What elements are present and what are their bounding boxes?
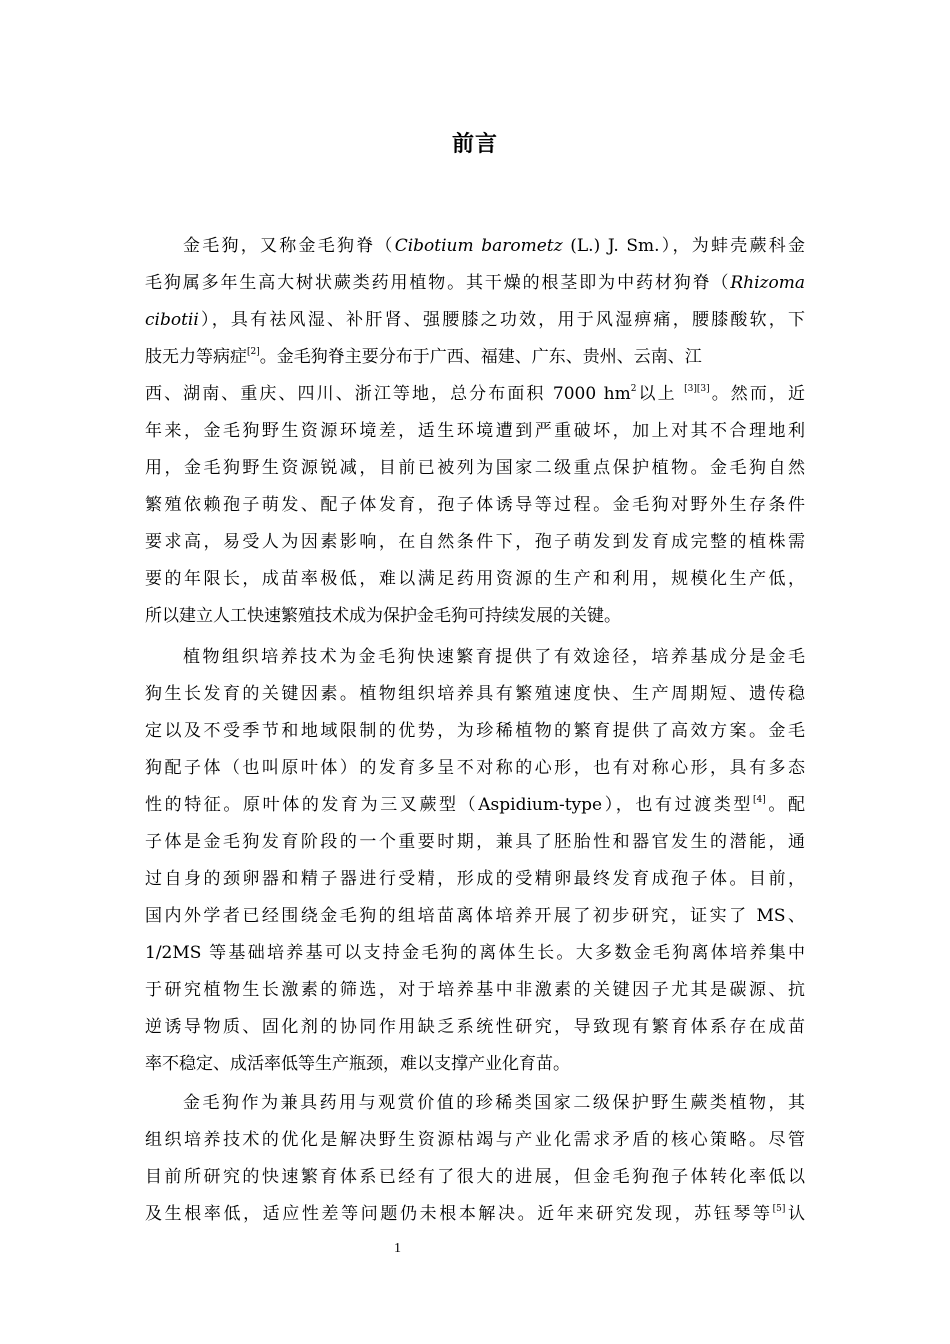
- text-line: 年来，金毛狗野生资源环境差，适生环境遭到严重破坏，加上对其不合理地利: [145, 421, 805, 441]
- text-line: 国内外学者已经围绕金毛狗的组培苗离体培养开展了初步研究，证实了 MS、: [145, 906, 805, 926]
- page-title: 前言: [451, 132, 498, 157]
- citation: [4]: [753, 795, 766, 805]
- text-line: 及生根率低，适应性差等问题仍未根本解决。近年来研究发现，苏钰琴等[5]认: [145, 1204, 806, 1224]
- text-line: 过自身的颈卵器和精子器进行受精，形成的受精卵最终发育成孢子体。目前，: [145, 869, 805, 889]
- text-line: 金毛狗，又称金毛狗脊（Cibotium barometz (L.) J. Sm.），为蚌壳蕨科金: [183, 236, 806, 256]
- text-line: 繁殖依赖孢子萌发、配子体发育，孢子体诱导等过程。金毛狗对野外生存条件: [145, 495, 805, 515]
- text-line: cibotii），具有祛风湿、补肝肾、强腰膝之功效，用于风湿痹痛，腰膝酸软，下: [145, 310, 805, 330]
- text-line: 性的特征。原叶体的发育为三叉蕨型（Aspidium-type），也有过渡类型[4]。配: [145, 795, 805, 815]
- text-line: 用，金毛狗野生资源锐减，目前已被列为国家二级重点保护植物。金毛狗自然: [145, 458, 805, 478]
- text-line: 目前所研究的快速繁育体系已经有了很大的进展，但金毛狗孢子体转化率低以: [145, 1167, 805, 1187]
- page-number: 1: [394, 1241, 401, 1256]
- text-line: 要的年限长，成苗率极低，难以满足药用资源的生产和利用，规模化生产低，: [145, 569, 805, 589]
- text-line: 金毛狗作为兼具药用与观赏价值的珍稀类国家二级保护野生蕨类植物，其: [183, 1093, 805, 1113]
- text-line: 狗配子体（也叫原叶体）的发育多呈不对称的心形，也有对称心形，具有多态: [145, 758, 805, 778]
- text-line: 率不稳定、成活率低等生产瓶颈，难以支撑产业化育苗。: [145, 1054, 570, 1074]
- text-line: 定以及不受季节和地域限制的优势，为珍稀植物的繁育提供了高效方案。金毛: [145, 721, 805, 741]
- text-line: 毛狗属多年生高大树状蕨类药用植物。其干燥的根茎即为中药材狗脊（Rhizoma: [145, 273, 805, 293]
- text-line: 西、湖南、重庆、四川、浙江等地，总分布面积 7000 $hm^2$以上 [3][3]。然而，近: [145, 384, 806, 404]
- text-line: 子体是金毛狗发育阶段的一个重要时期，兼具了胚胎性和器官发生的潜能，通: [145, 832, 805, 852]
- citation: [2]: [247, 347, 260, 357]
- text-line: 于研究植物生长激素的筛选，对于培养基中非激素的关键因子尤其是碳源、抗: [145, 980, 805, 1000]
- text-line: 所以建立人工快速繁殖技术成为保护金毛狗可持续发展的关键。: [145, 606, 621, 626]
- text-line: 植物组织培养技术为金毛狗快速繁育提供了有效途径，培养基成分是金毛: [183, 647, 805, 667]
- text-line: 1/2MS 等基础培养基可以支持金毛狗的离体生长。大多数金毛狗离体培养集中: [145, 943, 805, 963]
- text-line: 组织培养技术的优化是解决野生资源枯竭与产业化需求矛盾的核心策略。尽管: [145, 1130, 805, 1150]
- text-line: 逆诱导物质、固化剂的协同作用缺乏系统性研究，导致现有繁育体系存在成苗: [145, 1017, 805, 1037]
- text-line: 要求高，易受人为因素影响，在自然条件下，孢子萌发到发育成完整的植株需: [145, 532, 805, 552]
- text-line: 肢无力等病症[2]。金毛狗脊主要分布于广西、福建、广东、贵州、云南、江: [145, 347, 702, 367]
- citation: [3][3]: [684, 384, 710, 394]
- text-line: 狗生长发育的关键因素。植物组织培养具有繁殖速度快、生产周期短、遗传稳: [145, 684, 805, 704]
- citation: [5]: [772, 1204, 786, 1214]
